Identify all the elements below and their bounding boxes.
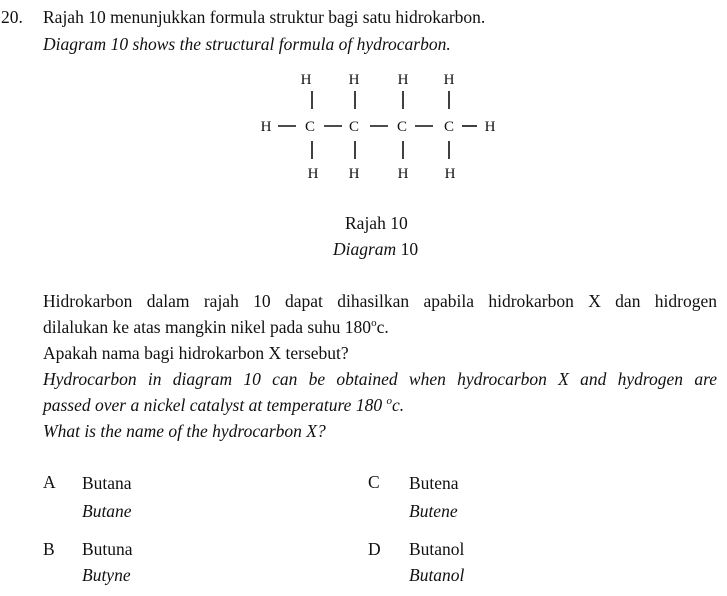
question-english: What is the name of the hydrocarbon X? [43,421,326,441]
h-bottom-3: H [397,166,409,182]
intro-malay: Rajah 10 menunjukkan formula struktur bagi satu hidrokarbon. [43,7,486,27]
carbon-4: C [443,119,455,135]
h-left: H [260,119,272,135]
carbon-1: C [304,119,316,135]
degree-sign: o [371,317,377,329]
h-top-4: H [443,72,455,88]
intro-english: Diagram 10 shows the structural formula of hydrocarbon. [43,34,451,54]
option-text-malay: Butuna [82,539,133,559]
body-malay-line2 [43,319,389,337]
option-text-english: Butane [82,501,132,521]
h-bottom-2: H [348,166,360,182]
temperature-unit: c. [376,317,389,337]
carbon-3: C [396,119,408,135]
h-right: H [484,119,496,135]
h-top-2: H [348,72,360,88]
body-malay-line2-text: dilalukan ke atas mangkin nikel pada suhu 180 [43,317,372,337]
diagram-caption-word: Diagram [333,239,397,259]
body-english-line2 [43,397,404,415]
diagram-caption-malay: Rajah 10 [345,213,408,233]
option-text-malay: Butena [409,473,459,493]
option-text-malay: Butanol [409,539,465,559]
body-english-line1: Hydrocarbon in diagram 10 can be obtained when hydrocarbon X and hydrogen are [43,369,717,389]
structural-formula-diagram [250,65,510,185]
option-text-english: Butene [409,501,458,521]
h-top-3: H [397,72,409,88]
option-text-english: Butanol [409,565,465,585]
carbon-2: C [348,119,360,135]
h-top-1: H [300,72,312,88]
body-malay-line1: Hidrokarbon dalam rajah 10 dapat dihasilkan apabila hidrokarbon X dan hidrogen [43,291,717,311]
option-text-malay: Butana [82,473,132,493]
option-letter: C [368,472,380,492]
h-bottom-1: H [307,166,319,182]
question-malay: Apakah nama bagi hidrokarbon X tersebut? [43,343,349,363]
question-number: 20. [1,7,23,27]
option-letter: D [368,539,381,559]
diagram-caption-number: 10 [400,239,419,259]
option-letter: A [43,472,56,492]
option-letter: B [43,539,55,559]
temperature-unit: c. [391,395,405,415]
h-bottom-4: H [444,166,456,182]
body-english-line2-text: passed over a nickel catalyst at temperature 180 [43,395,387,415]
diagram-caption-english [333,241,418,259]
degree-sign: o [386,395,392,407]
option-text-english: Butyne [82,565,131,585]
